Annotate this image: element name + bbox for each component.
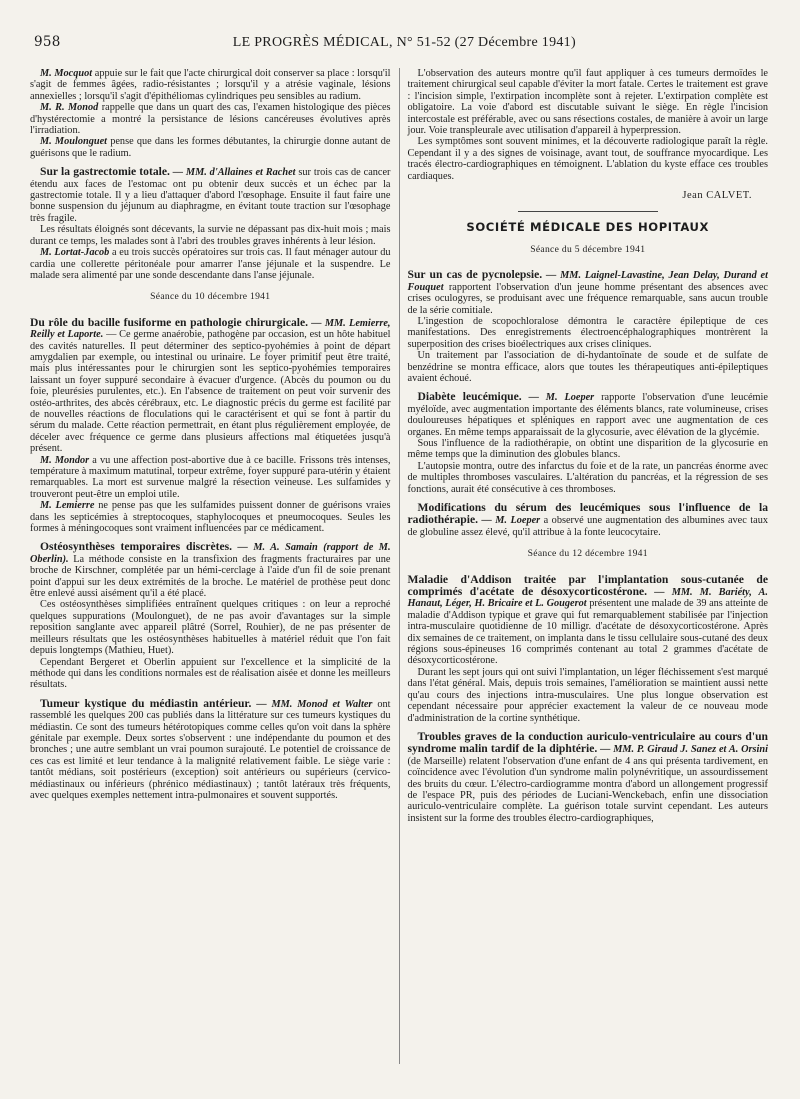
section-paragraph — [30, 541, 391, 599]
left-column — [30, 68, 399, 1064]
paragraph: L'ingestion de scopochloralose démontra le caractère épileptique de ces manifestations. Des enregistrements électroencéphalographiques montrèrent la superposition des crises bioélectriques aux crises cliniques. — [407, 315, 768, 350]
page-number: 958 — [34, 34, 61, 50]
section-title: Sur la gastrectomie totale. — [40, 165, 170, 179]
section-paragraph — [408, 731, 769, 824]
paragraph: L'observation des auteurs montre qu'il faut appliquer à ces tumeurs dermoïdes le traitement chirurgical seul capable d'éviter la mort fatale. Certes le traitement est grave : l'incision simple, l'extirpation incomplète sont à rejeter. L'extirpation complète est obligatoire. La voie d'abord est discutable suivant le siège. En règle l'incision intercostale est préférable, avec ou sans résections costales, de manière à avoir un large jour. Voie transpleurale avec utilisation d'appareil à hyperpression. — [407, 68, 768, 137]
paragraph — [30, 136, 391, 159]
right-column — [399, 68, 769, 1064]
section-title: Maladie d'Addison traitée par l'implantation sous-cutanée de comprimés d'acétate de désoxycorticostérone. — [407, 572, 768, 599]
session-date: Séance du 12 décembre 1941 — [527, 548, 648, 560]
section-paragraph — [408, 391, 769, 438]
paragraph-text: présentent une malade de 39 ans atteinte de maladie d'Addison typique et grave qui fut remarquablement stabilisée par l'injection intra-musculaire quotidienne de 10 milligr. d'acétate de désoxycorticostérone. Après dix semaines de ce traitement, on implanta dans le tissu cellulaire sous-cutané des deux régions sous-épineuses 16 comprimés contenant au total 2 grammes d'acétate de désoxycorticostérone. — [407, 598, 768, 667]
text-columns — [30, 68, 768, 1064]
paragraph — [30, 455, 391, 501]
paragraph: Ces ostéosynthèses simplifiées entraînent quelques critiques : on leur a reproché quelques suppurations (Moulonguet), de ne pas avoir d'avantages sur la simple reposition sanglante avec appareil plâtré (Sorrel, Rouhier), de ne pas présenter de meilleurs résultats que les ostéosynthèses habituelles à matériel réduit que l'on fait depuis longtemps (Mathieu, Huet). — [30, 599, 391, 657]
session-date: Séance du 5 décembre 1941 — [530, 243, 646, 255]
author-name: — MM. Laignel-Lavastine, Jean Delay, Durand et Fouquet — [407, 270, 768, 293]
section-title: Sur un cas de pycnolepsie. — [407, 268, 543, 282]
paragraph-text: rapporte l'observation d'une leucémie myéloïde, avec augmentation importante des éléments blancs, rate volumineuse, crises douloureuses hépatiques et spléniques en rapport avec une augmentation de ces organes. En même temps apparaissait de la glycosurie, avec élévation de la glycémie. — [407, 392, 768, 438]
paragraph: Un traitement par l'association de di-hydantoïnate de soude et de sulfate de benzédrine se montra efficace, alors que toutes les thérapeutiques anti-épileptiques avaient échoué. — [407, 350, 768, 384]
paragraph-text: La méthode consiste en la transfixion des fragments fracturaires par une broche de Kirschner, complétée par un hémi-cerclage à l'aide d'un fil de soie prenant point d'appui sur les deux extrémités de la broche. Le matériel de prothèse peut donc être enlevé aussi aisément qu'il a été placé. — [30, 553, 391, 600]
session-date: Séance du 10 décembre 1941 — [150, 291, 271, 303]
section-title: Diabète leucémique. — [417, 390, 522, 404]
paragraph-text: (de Marseille) relatent l'observation d'une enfant de 4 ans qui présenta tardivement, en coïncidence avec l'évolution d'un syndrome malin polynévritique, un assourdissement des bruits du cœur. L'électro-cardiogramme montra d'abord un allongement progressif de l'espace PR, puis des périodes de Luciani-Wenckebach, enfin une dissociation auriculo-ventriculaire complète. La guérison totale survint cependant. Les auteurs insistent sur la forme des troubles électro-cardiographiques, — [407, 755, 768, 824]
paragraph — [30, 68, 391, 102]
section-title: Du rôle du bacille fusiforme en pathologie chirurgicale. — [30, 315, 309, 329]
paragraph-text: — Ce germe anaérobie, pathogène par occasion, est un hôte habituel des cavités naturelles. Il peut déterminer des septico-pyohémies à point de départ amygdalien par exemple, ou intestinal ou urinaire. Le foyer primitif peut être traité, mais plus intéressantes pour le chirurgien sont les septico-pyohémies temporaires laissant un foyer suppuré secondaire à évacuer d'urgence. (Abcès du poumon ou du foie, pleurésies purulentes, etc.). En l'absence de traitement on peut voir survenir des ostéo-arthrites, des abcès cérébraux, etc. Le diagnostic précis du germe est facilité par de nouvelles réactions de floculations qui le caractérisent et qui se font à partir du sérum du malade. Cette réaction permettrait, en étant plus régulièrement employée, de déceler avec fréquence ce germe dans plusieurs affections mal étiquetées jusqu'à présent. — [30, 329, 391, 455]
paragraph-text: appuie sur le fait que l'acte chirurgical doit conserver sa place : lorsqu'il s'agit de femmes âgées, radio-résistantes ; lorsqu'il y a atrésie vaginale, lésions annexielles ; lorsqu'il s'agit d'épithéliomas cylindriques peu sensibles au radium. — [30, 68, 391, 102]
author-name: M. Mocquot — [40, 68, 93, 79]
paragraph: Les symptômes sont souvent minimes, et la découverte radiologique paraît la règle. Cependant il y a des signes de voisinage, avant tout, de souffrance myocardique. Les tracés électro-cardiographiques en témoignent. L'ablation du kyste efface ces troubles cardiaques. — [407, 136, 768, 182]
author-name: M. Moulonguet — [40, 136, 108, 148]
section-title: Ostéosynthèses temporaires discrètes. — [40, 540, 233, 554]
journal-page — [30, 34, 768, 1064]
section-paragraph — [408, 269, 769, 316]
paragraph — [30, 247, 391, 281]
author-name: — MM. M. Bariéty, A. Hanaut, Léger, H. Bricaire et L. Gougerot — [407, 587, 768, 610]
paragraph: Cependant Bergeret et Oberlin appuient sur l'excellence et la simplicité de la méthode qui dans les conditions normales est de réalisation aisée et donne les meilleurs résultats. — [30, 656, 391, 691]
section-paragraph — [408, 502, 769, 538]
paragraph: Les résultats éloignés sont décevants, la survie ne dépassant pas dix-huit mois ; mais durant ce temps, les malades sont à l'abri des troubles graves inhérents à leur lésion. — [30, 224, 391, 247]
paragraph-text: ne pense pas que les sulfamides puissent donner de guérisons vraies dans les septicémies à streptocoques, staphylocoques et pneumocoques. Seules les formes à méningocoques sont vraiment influencées par ce médicament. — [30, 500, 391, 535]
society-heading: SOCIÉTÉ MÉDICALE DES HOPITAUX — [466, 220, 710, 235]
paragraph-text: rappelle que dans un quart des cas, l'examen histologique des pièces d'hystérectomie a montré la persistance de lésions cancéreuses évolutives après l'irradiation. — [30, 102, 391, 137]
paragraph — [30, 102, 391, 136]
running-header — [34, 34, 768, 61]
author-name: — MM. Monod et Walter — [256, 698, 373, 710]
author-signature: Jean CALVET. — [682, 190, 752, 202]
author-name: — M. Loeper — [481, 515, 541, 527]
section-title: Tumeur kystique du médiastin antérieur. — [40, 696, 252, 710]
section-paragraph — [408, 574, 769, 667]
paragraph-text: rapportent l'observation d'un jeune homme présentant des absences avec crises oculogyres, se produisant avec une fréquence remarquable, sans aucun trouble de la série comitiale. — [407, 281, 768, 316]
paragraph: Sous l'influence de la radiothérapie, on obtint une disparition de la glycosurie en même temps que la diminution des globules blancs. — [407, 437, 768, 461]
author-name: M. Lemierre — [40, 500, 95, 512]
paragraph-text: sur trois cas de cancer étendu aux faces de l'estomac ont pu obtenir deux succès et un échec par la gastrectomie totale. Il y a lieu d'attaquer d'abord l'œsophage. Ensuite il faut faire une bonne suspension du jéjunum au diaphragme, en évitant toute traction sur l'œsophage très fragile. — [30, 167, 391, 224]
section-title: Modifications du sérum des leucémiques sous l'influence de la radiothérapie. — [407, 501, 768, 527]
divider — [518, 211, 658, 212]
section-title: Troubles graves de la conduction auriculo-ventriculaire au cours d'un syndrome malin tardif de la diphtérie. — [407, 729, 768, 756]
paragraph-text: a observé une augmentation des albumines avec taux de globuline assez élevé, qu'il attribue à la fonte leucocytaire. — [407, 515, 768, 538]
paragraph — [30, 500, 391, 534]
paragraph-text: a eu trois succès opératoires sur trois cas. Il faut ménager autour du cardia une collerette péritonéale pour amarrer l'anse jéjunale et la suspendre. Le malade sera alimenté par une sonde descendante dans l'anse jéjunale. — [30, 247, 391, 281]
author-name: M. Mondor — [40, 454, 90, 466]
paragraph-text: ont rassemblé les quelques 200 cas publiés dans la littérature sur ces tumeurs kystiques du médiastin. Ce sont des tumeurs hétérotopiques comme celles qu'on voit dans la sphère génitale par exemple. Deux sortes s'observent : une indépendante du poumon et des bronches ; une autre semblant un vrai poumon surajouté. Le potentiel de croissance de ces cas est limité et leur tendance à la malignité relativement faible. Le siège varie : tantôt médians, soit postérieurs (exception) soit antérieurs ou supérieurs (cervico-médiastinaux ou inférieurs (phrénico médiastinaux) ; tantôt latéraux très fréquents, avec quelques exemples nettement intra-pulmonaires et souvent supportés. — [30, 698, 391, 801]
section-paragraph — [30, 166, 391, 224]
author-name: — M. Loeper — [528, 392, 595, 404]
author-name: M. R. Monod — [40, 102, 99, 114]
paragraph: L'autopsie montra, outre des infarctus du foie et de la rate, un pancréas énorme avec de multiples thromboses vasculaires. L'altération du pancréas, et la régression de ses fonctions, aurait été consécutive à ces thromboses. — [407, 460, 768, 495]
author-name: — MM. d'Allaines et Rachet — [172, 167, 296, 179]
section-paragraph — [30, 317, 391, 455]
author-name: — MM. Lemierre, Reilly et Laporte. — [30, 317, 391, 341]
paragraph-text: pense que dans les formes débutantes, la chirurgie donne autant de guérisons que le radium. — [30, 136, 391, 159]
section-paragraph — [30, 698, 391, 802]
journal-title: LE PROGRÈS MÉDICAL, N° 51-52 (27 Décembre 1941) — [232, 35, 576, 50]
paragraph: Durant les sept jours qui ont suivi l'implantation, un léger fléchissement s'est marqué dans l'état général. Mais, depuis trois semaines, l'amélioration se maintient aussi nette qu'au cours des injections intra-musculaires. Une plus longue observation est cependant nécessaire pour apprécier exactement la valeur de ce nouveau mode d'administration de la cortine synthétique. — [407, 666, 768, 724]
author-name: M. Lortat-Jacob — [40, 247, 110, 259]
author-name: — M. A. Samain (rapport de M. Oberlin). — [30, 542, 391, 565]
paragraph-text: a vu une affection post-abortive due à ce bacille. Frissons très intenses, température à maximum matutinal, torpeur extrême, foyer suppuré para-utérin y étaient remarquables. La mort est survenue malgré la résection veineuse. Les sulfamides y trouveront peut-être un emploi utile. — [30, 454, 391, 500]
author-name: — MM. P. Giraud J. Sanez et A. Orsini — [600, 744, 768, 756]
